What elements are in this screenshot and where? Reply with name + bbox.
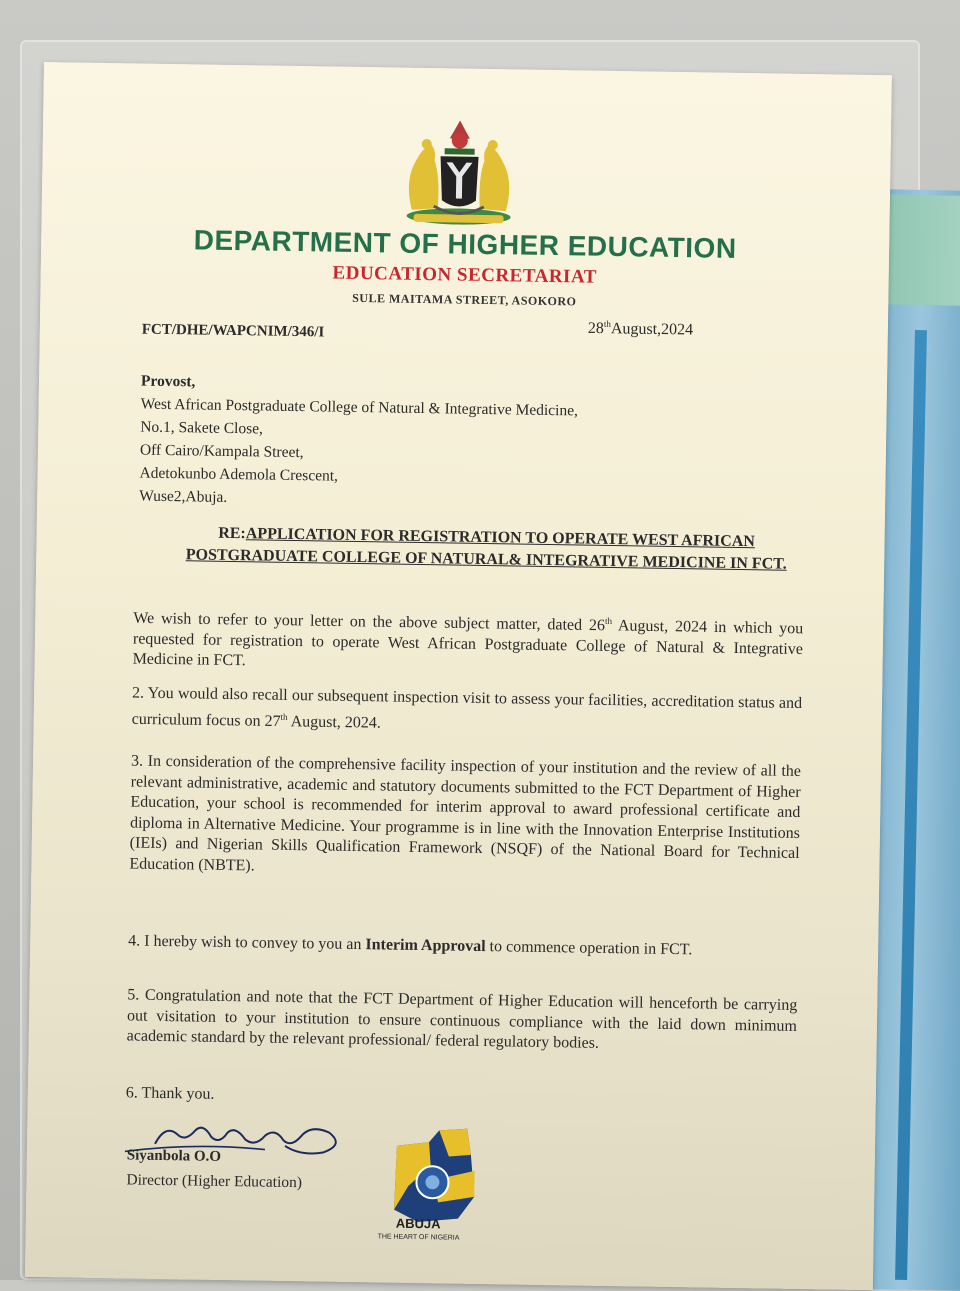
abuja-logo-icon: [388, 1126, 482, 1227]
recipient-block: [139, 370, 578, 515]
recipient-line: Adetokunbo Ademola Crescent,: [139, 464, 339, 485]
letter-date: 28thAugust,2024: [587, 318, 694, 339]
signatory-name: Siyanbola O.O: [126, 1147, 222, 1165]
recipient-line: West African Postgraduate College of Natural & Integrative Medicine,: [140, 395, 579, 420]
abuja-logo-name: ABUJA: [395, 1215, 441, 1232]
letterhead-address: SULE MAITAMA STREET, ASOKORO: [352, 290, 577, 309]
recipient-line: Off Cairo/Kampala Street,: [139, 441, 304, 462]
subject-line: RE:APPLICATION FOR REGISTRATION TO OPERATE WEST AFRICAN POSTGRADUATE COLLEGE OF NATURAL& INTEGRATIVE MEDICINE IN FCT.: [185, 524, 787, 573]
paragraph-1: We wish to refer to your letter on the above subject matter, dated 26th August, 2024 in which you requested for registration to operate West African Postgraduate College of Natural & Integrative Medicine in FCT.: [132, 609, 804, 670]
coat-of-arms-icon: [393, 110, 525, 230]
secretariat-title: EDUCATION SECRETARIAT: [332, 262, 598, 288]
reference-number: FCT/DHE/WAPCNIM/346/I: [141, 321, 325, 341]
signatory-title: Director (Higher Education): [126, 1171, 303, 1192]
recipient-line: Wuse2,Abuja.: [139, 487, 228, 506]
abuja-logo-tagline: THE HEART OF NIGERIA: [377, 1233, 460, 1242]
paragraph-6: 6. Thank you.: [125, 1084, 215, 1103]
letter-page: [25, 62, 892, 1290]
paragraph-3: 3. In consideration of the comprehensive facility inspection of your institution and the review of all the relevant administrative, academic and statutory documents submitted to the FCT Department of Higher Education, your school is recommended for interim approval to award professional certificate and diploma in Alternative Medicine. Your programme is in line with the Innovation Enterprise Institutions (IEIs) and Nigerian Skills Qualification Framework (NSQF) of the National Board for Technical Education (NBTE).: [129, 752, 802, 874]
green-folder-edge: [879, 194, 960, 306]
paragraph-5: 5. Congratulation and note that the FCT Department of Higher Education will henceforth be carrying out visitation to your institution to ensure continuous compliance with the laid down minimum academic standard by the relevant professional/ federal regulatory bodies.: [126, 986, 798, 1052]
recipient-title: Provost,: [140, 372, 196, 391]
paragraph-4: 4. I hereby wish to convey to you an Interim Approval to commence operation in FCT.: [128, 932, 693, 959]
department-title: DEPARTMENT OF HIGHER EDUCATION: [193, 224, 737, 264]
recipient-line: No.1, Sakete Close,: [140, 418, 264, 438]
paragraph-2: 2. You would also recall our subsequent inspection visit to assess your facilities, accreditation status and curriculum focus on 27th August, 2024.: [131, 684, 803, 732]
